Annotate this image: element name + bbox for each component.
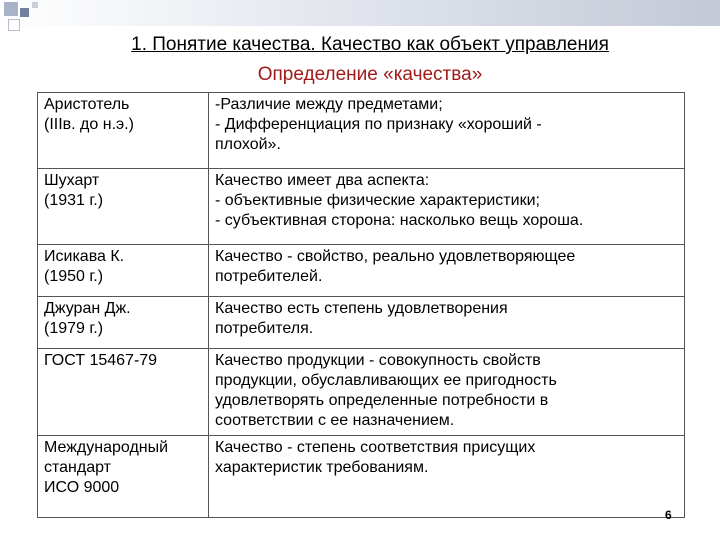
source-line: ИСО 9000 — [44, 479, 120, 496]
source-line: Исикава К. — [44, 248, 125, 265]
definition-line: плохой». — [215, 136, 281, 153]
definitions-table — [37, 92, 685, 518]
table-row — [38, 297, 685, 349]
table-row — [38, 93, 685, 169]
definition-line: - объективные физические характеристики; — [215, 192, 540, 209]
definition-cell — [209, 93, 685, 169]
source-line: стандарт — [44, 459, 111, 476]
definition-line: - Дифференциация по признаку «хороший - — [215, 116, 542, 133]
definition-line: характеристик требованиям. — [215, 459, 429, 476]
definition-cell — [209, 169, 685, 245]
definition-line: соответствии с ее назначением. — [215, 412, 455, 429]
source-cell — [38, 93, 209, 169]
source-line: (1979 г.) — [44, 320, 104, 337]
source-line: ГОСТ 15467-79 — [44, 352, 158, 369]
slide-title: 1. Понятие качества. Качество как объект управления — [131, 34, 609, 55]
decor-square-4 — [32, 2, 38, 8]
source-cell — [38, 169, 209, 245]
definition-cell — [209, 297, 685, 349]
definition-cell — [209, 349, 685, 436]
page-number: 6 — [665, 508, 672, 522]
source-line: Джуран Дж. — [44, 300, 131, 317]
decor-square-1 — [4, 2, 18, 16]
definition-line: Качество продукции - совокупность свойств — [215, 352, 541, 369]
definition-line: продукции, обуславливающих ее пригодность — [215, 372, 557, 389]
definition-line: потребителей. — [215, 268, 323, 285]
source-line: Аристотель — [44, 96, 130, 113]
source-cell — [38, 297, 209, 349]
source-line: (1931 г.) — [44, 192, 104, 209]
slide-subtitle: Определение «качества» — [257, 64, 483, 85]
source-cell — [38, 436, 209, 518]
definition-cell — [209, 245, 685, 297]
source-cell — [38, 349, 209, 436]
source-line: (IIIв. до н.э.) — [44, 116, 134, 133]
decor-square-2 — [20, 8, 29, 17]
definition-line: Качество есть степень удовлетворения — [215, 300, 508, 317]
source-line: (1950 г.) — [44, 268, 104, 285]
table-row — [38, 245, 685, 297]
definition-line: - субъективная сторона: насколько вещь хороша. — [215, 212, 584, 229]
table-row — [38, 436, 685, 518]
table-row — [38, 349, 685, 436]
definition-line: Качество имеет два аспекта: — [215, 172, 430, 189]
definition-line: Качество - степень соответствия присущих — [215, 439, 536, 456]
definition-line: удовлетворять определенные потребности в — [215, 392, 549, 409]
definition-cell — [209, 436, 685, 518]
source-cell — [38, 245, 209, 297]
source-line: Международный — [44, 439, 169, 456]
decor-square-3 — [8, 19, 20, 31]
definition-line: потребителя. — [215, 320, 314, 337]
definition-line: -Различие между предметами; — [215, 96, 443, 113]
top-gradient-bar — [0, 0, 720, 26]
definition-line: Качество - свойство, реально удовлетворяющее — [215, 248, 576, 265]
source-line: Шухарт — [44, 172, 100, 189]
table-row — [38, 169, 685, 245]
